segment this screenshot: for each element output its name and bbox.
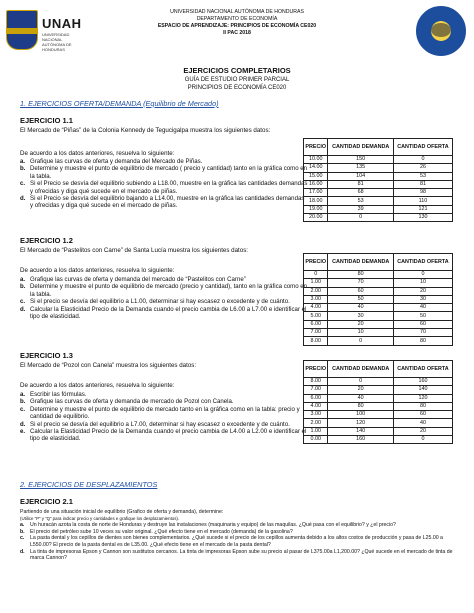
list-item <box>20 180 308 195</box>
table-cell: 140 <box>328 427 394 435</box>
list-item <box>20 165 308 180</box>
list-item-letter: c. <box>20 405 26 413</box>
table-row <box>304 156 453 164</box>
table-row <box>304 172 453 180</box>
document-header <box>0 0 474 64</box>
table-row <box>304 205 453 213</box>
table-cell: 4.00 <box>304 304 328 312</box>
economics-seal-icon <box>416 6 466 56</box>
table-cell: 60 <box>328 287 394 295</box>
table-cell: 0.00 <box>304 436 328 444</box>
list-item-letter: c. <box>20 180 26 188</box>
table-cell: 150 <box>328 156 394 164</box>
exercise-1-3-lead: De acuerdo a los datos anteriores, resuelva lo siguiente: <box>20 382 175 389</box>
table-row <box>304 271 453 279</box>
list-item <box>20 195 308 210</box>
table-header-row <box>304 254 453 271</box>
table-cell: 0 <box>328 214 394 222</box>
table-cell: 81 <box>328 180 394 188</box>
table-cell: 98 <box>393 189 452 197</box>
list-item-text: Determine y muestre el punto de equilibrio de mercado (precio y cantidad), tanto en la gráfica como en la tabla. <box>30 283 308 298</box>
table-cell: 121 <box>393 205 452 213</box>
section-heading-1: 1. EJERCICIOS OFERTA/DEMANDA (Equilibrio de Mercado) <box>20 99 219 108</box>
table-row <box>304 320 453 328</box>
list-item <box>20 549 460 562</box>
table-cell: 8.00 <box>304 378 328 386</box>
list-item <box>20 529 460 536</box>
exercise-2-1-intro: Partiendo de una situación inicial de equilibrio (Grafico de oferta y demanda), determine: <box>20 509 224 515</box>
table-cell: 1.00 <box>304 427 328 435</box>
table-cell: 80 <box>393 402 452 410</box>
table-cell: 20 <box>393 287 452 295</box>
column-header: PRECIO <box>304 139 328 156</box>
table-cell: 0 <box>393 271 452 279</box>
unah-logo-subtitle: UNIVERSIDAD NACIONAL AUTÓNOMA DE HONDURAS <box>42 32 72 52</box>
table-cell: 2.00 <box>304 287 328 295</box>
table-cell: 120 <box>393 394 452 402</box>
list-item <box>20 306 308 321</box>
column-header: CANTIDAD DEMANDA <box>328 361 394 378</box>
list-item-text: Si el precio se desvía del equilibrio a L7.00, determinar si hay escasez o excedente y de cuánto. <box>30 420 290 428</box>
list-item-letter: e. <box>20 428 26 436</box>
list-item-letter: a. <box>20 391 26 398</box>
exercise-1-3-title: EJERCICIO 1.3 <box>20 351 73 360</box>
table-header-row <box>304 361 453 378</box>
table-cell: 39 <box>328 205 394 213</box>
table-row <box>304 394 453 402</box>
table-row <box>304 197 453 205</box>
table-cell: 4.00 <box>304 402 328 410</box>
exercise-1-1-title: EJERCICIO 1.1 <box>20 116 73 125</box>
list-item-letter: b. <box>20 283 26 291</box>
term-label: II PAC 2018 <box>223 30 251 36</box>
list-item <box>20 406 308 421</box>
table-row <box>304 287 453 295</box>
unah-logo <box>6 10 86 54</box>
table-cell: 140 <box>393 386 452 394</box>
list-item-letter: d. <box>20 305 26 313</box>
table-row <box>304 312 453 320</box>
table-cell: 53 <box>393 172 452 180</box>
column-header: PRECIO <box>304 254 328 271</box>
page-title: EJERCICIOS COMPLETARIOS <box>183 66 291 75</box>
list-item-letter: a. <box>20 276 26 283</box>
table-cell: 81 <box>393 180 452 188</box>
table-row <box>304 378 453 386</box>
list-item <box>20 391 308 398</box>
table-cell: 20.00 <box>304 214 328 222</box>
table-cell: 110 <box>393 197 452 205</box>
table-row <box>304 304 453 312</box>
unah-shield-icon <box>6 10 38 50</box>
page-subtitle-2: PRINCIPIOS DE ECONOMÍA CE020 <box>187 85 287 91</box>
list-item <box>20 158 308 165</box>
table-cell: 70 <box>328 279 394 287</box>
table-cell: 104 <box>328 172 394 180</box>
table-cell: 19.00 <box>304 205 328 213</box>
exercise-1-1-lead: De acuerdo a los datos anteriores, resuelva lo siguiente: <box>20 150 175 157</box>
table-cell: 7.00 <box>304 329 328 337</box>
table-cell: 6.00 <box>304 394 328 402</box>
table-cell: 1.00 <box>304 279 328 287</box>
table-cell: 80 <box>328 402 394 410</box>
list-item-letter: a. <box>20 522 25 529</box>
section-heading-2: 2. EJERCICIOS DE DESPLAZAMIENTOS <box>20 480 158 489</box>
table-cell: 20 <box>328 320 394 328</box>
list-item-text: Si el Precio se desvía del equilibrio bajando a L14.00, muestre en la gráfica las cantidades demandas y ofrecidas y diga qué sucede en el mercado de piñas. <box>30 195 305 210</box>
table-cell: 70 <box>393 329 452 337</box>
table-cell: 3.00 <box>304 411 328 419</box>
table-row <box>304 386 453 394</box>
table-cell: 40 <box>328 394 394 402</box>
exercise-1-1-intro: El Mercado de “Piñas” de la Colonia Kennedy de Tegucigalpa muestra los siguientes datos: <box>20 127 271 134</box>
table-cell: 120 <box>328 419 394 427</box>
list-item-text: Grafique las curvas de oferta y demanda del mercado de “Pastelitos con Carne” <box>30 276 246 283</box>
list-item-letter: b. <box>20 165 26 173</box>
list-item <box>20 522 460 529</box>
table-cell: 0 <box>393 156 452 164</box>
course-name: ESPACIO DE APRENDIZAJE: PRINCIPIOS DE ECONOMÍA CE020 <box>157 23 317 29</box>
table-cell: 0 <box>304 271 328 279</box>
table-cell: 53 <box>328 197 394 205</box>
list-item <box>20 398 308 405</box>
table-cell: 2.00 <box>304 419 328 427</box>
table-cell: 6.00 <box>304 320 328 328</box>
table-cell: 15.00 <box>304 172 328 180</box>
table-cell: 10 <box>393 279 452 287</box>
list-item-text: El precio del petróleo sube 10 veces su valor original. ¿Qué efecto tiene en el mercado (demanda) de la gasolina? <box>30 528 293 535</box>
list-item <box>20 428 308 443</box>
list-item-text: Un huracán azota la costa de norte de Honduras y destruye las instalaciones (maquinaria y equipo) de las maquilas. ¿Qué pasa con el equilibrio? y ¿el precio? <box>30 522 396 529</box>
table-cell: 3.00 <box>304 295 328 303</box>
table-row <box>304 329 453 337</box>
list-item-text: La tinta de impresoras Epson y Cannon son sustitutos cercanos. La tinta de impresoras Epson sube su precio al pasar de L375.00a L1,200.00? ¿Qué sucede en el mercado de tinta de marca Cannon? <box>30 548 453 562</box>
table-cell: 7.00 <box>304 386 328 394</box>
table-cell: 0 <box>393 436 452 444</box>
table-cell: 14.00 <box>304 164 328 172</box>
table-cell: 60 <box>393 320 452 328</box>
list-item-letter: a. <box>20 158 26 165</box>
exercise-1-2-title: EJERCICIO 1.2 <box>20 236 73 245</box>
table-row <box>304 189 453 197</box>
exercise-2-1-items <box>20 522 460 562</box>
table-cell: 16.00 <box>304 180 328 188</box>
table-cell: 40 <box>393 419 452 427</box>
list-item-letter: b. <box>20 528 25 535</box>
exercise-1-3-intro: El Mercado de “Pozol con Canela” muestra los siguientes datos: <box>20 362 197 369</box>
table-row <box>304 402 453 410</box>
table-cell: 8.00 <box>304 337 328 345</box>
table-row <box>304 337 453 345</box>
exercise-2-1-note: (Utilice “P” y “Q” para indicar precio y cantidades e grafique los desplazamientos). <box>20 515 180 521</box>
list-item-text: Si el precio se desvía del equilibrio a L1.00, determinar si hay escasez o excedente y de cuánto. <box>30 298 290 306</box>
column-header: PRECIO <box>304 361 328 378</box>
exercise-1-3-table <box>303 360 453 444</box>
table-cell: 130 <box>393 214 452 222</box>
exercise-1-1-table <box>303 138 453 222</box>
table-cell: 40 <box>328 304 394 312</box>
exercise-1-2-table <box>303 253 453 346</box>
table-cell: 26 <box>393 164 452 172</box>
table-cell: 0 <box>328 378 394 386</box>
table-row <box>304 436 453 444</box>
table-cell: 30 <box>393 295 452 303</box>
table-cell: 5.00 <box>304 312 328 320</box>
table-row <box>304 419 453 427</box>
exercise-1-2-lead: De acuerdo a los datos anteriores, resuelva lo siguiente: <box>20 267 175 274</box>
table-cell: 50 <box>393 312 452 320</box>
table-row <box>304 427 453 435</box>
list-item-letter: c. <box>20 535 25 542</box>
table-row <box>304 180 453 188</box>
table-cell: 135 <box>328 164 394 172</box>
table-cell: 0 <box>328 337 394 345</box>
table-cell: 160 <box>393 378 452 386</box>
column-header: CANTIDAD OFERTA <box>393 139 452 156</box>
table-cell: 20 <box>328 386 394 394</box>
list-item <box>20 298 308 305</box>
list-item-letter: d. <box>20 420 26 428</box>
department-name: DEPARTAMENTO DE ECONOMÍA <box>196 16 278 22</box>
exercise-2-1-body <box>20 509 460 562</box>
column-header: CANTIDAD DEMANDA <box>328 254 394 271</box>
list-item <box>20 276 308 283</box>
list-item-letter: d. <box>20 195 26 203</box>
list-item-letter: b. <box>20 398 26 406</box>
unah-logo-text: UNAH <box>42 16 82 31</box>
table-cell: 80 <box>393 337 452 345</box>
list-item-text: Determine y muestre el punto de equilibrio de mercado tanto en la gráfica como en la tabla: precio y cantidad de equilibrio. <box>30 405 300 421</box>
list-item-text: Grafique las curvas de oferta y demanda de mercado de Pozol con Canela. <box>30 398 234 406</box>
table-row <box>304 295 453 303</box>
list-item-text: Si el Precio se desvía del equilibrio subiendo a L18.00, muestre en la gráfica las cantidades demandas y ofrecidas y diga qué sucede en el mercado de piñas. <box>30 180 308 195</box>
table-cell: 40 <box>393 304 452 312</box>
table-cell: 60 <box>393 411 452 419</box>
university-name: UNIVERSIDAD NACIONAL AUTÓNOMA DE HONDURAS <box>170 9 304 15</box>
column-header: CANTIDAD OFERTA <box>393 361 452 378</box>
list-item <box>20 421 308 428</box>
table-row <box>304 279 453 287</box>
list-item-text: Calcular la Elasticidad Precio de la Demanda cuando el precio cambia de L6.00 a L7.00 e identificar el tipo de elasticidad. <box>30 305 307 321</box>
table-cell: 10.00 <box>304 156 328 164</box>
title-block <box>0 66 474 92</box>
table-cell: 30 <box>328 312 394 320</box>
page-subtitle-1: GUÍA DE ESTUDIO PRIMER PARCIAL <box>184 77 290 83</box>
table-row <box>304 164 453 172</box>
exercise-1-2-items <box>20 276 308 320</box>
table-cell: 17.00 <box>304 189 328 197</box>
table-cell: 80 <box>328 271 394 279</box>
list-item-letter: d. <box>20 548 25 555</box>
table-cell: 10 <box>328 329 394 337</box>
institution-heading <box>110 9 364 37</box>
list-item-letter: c. <box>20 298 26 306</box>
table-cell: 50 <box>328 295 394 303</box>
table-cell: 100 <box>328 411 394 419</box>
exercise-1-2-intro: El Mercado de “Pastelitos con Carne” de Santa Lucía muestra los siguientes datos: <box>20 247 249 254</box>
list-item <box>20 283 308 298</box>
table-cell: 160 <box>328 436 394 444</box>
table-cell: 18.00 <box>304 197 328 205</box>
list-item-text: Grafique las curvas de oferta y demanda del Mercado de Piñas. <box>30 158 203 165</box>
exercise-1-1-items <box>20 158 308 210</box>
list-item-text: Escribir las fórmulas. <box>30 391 87 398</box>
table-row <box>304 214 453 222</box>
exercise-2-1-title: EJERCICIO 2.1 <box>20 497 73 506</box>
table-header-row <box>304 139 453 156</box>
table-row <box>304 411 453 419</box>
table-cell: 68 <box>328 189 394 197</box>
list-item-text: Calcular la Elasticidad Precio de la Demanda cuando el precio cambia de L4.00 a L2.00 e identificar el tipo de elasticidad. <box>30 428 307 443</box>
column-header: CANTIDAD OFERTA <box>393 254 452 271</box>
exercise-1-3-items <box>20 391 308 443</box>
table-cell: 20 <box>393 427 452 435</box>
column-header: CANTIDAD DEMANDA <box>328 139 394 156</box>
list-item-text: Determine y muestre el punto de equilibrio de mercado ( precio y cantidad) tanto en la gráfica como en la tabla. <box>30 165 308 180</box>
list-item-text: La pasta dental y los cepillos de dientes son bienes complementarios. ¿Qué sucede si el precio de los cepillos aumenta debido a los altos costos de producción y pasa de L25.00 a L550.00? El precio de la pasta dental es de L35.00. ¿Qué efecto tiene en el mercado de la pasta dental? <box>30 535 443 548</box>
list-item <box>20 535 460 548</box>
